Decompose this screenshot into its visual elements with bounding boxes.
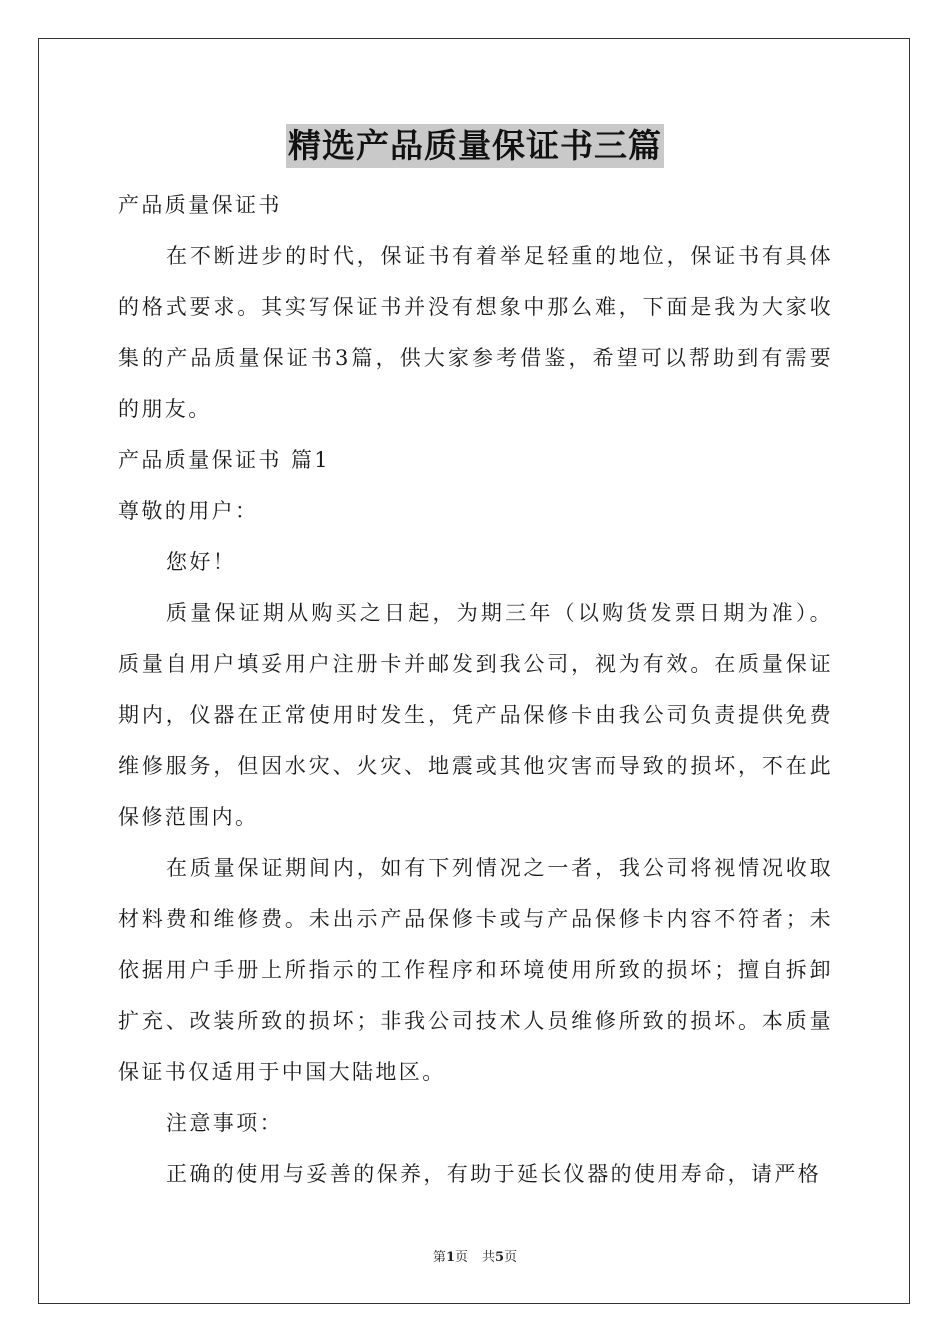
page-total: 5 [495,1250,505,1265]
page-footer [0,1246,950,1265]
body-paragraph: 正确的使用与妥善的保养，有助于延长仪器的使用寿命，请严格 [166,1162,822,1186]
section-heading: 产品质量保证书 [118,193,282,217]
page-number-suffix: 页 [454,1250,468,1265]
page-number-prefix: 第 [432,1250,446,1265]
intro-paragraph: 在不断进步的时代，保证书有着举足轻重的地位，保证书有具体的格式要求。其实写保证书并没有想象中那么难，下面是我为大家收集的产品质量保证书3篇，供大家参考借鉴，希望可以帮助到有需要的朋友。 [118,244,833,421]
page-total-prefix: 共 [482,1250,496,1265]
page-number-current: 1 [445,1250,455,1265]
body-paragraph: 在质量保证期间内，如有下列情况之一者，我公司将视情况收取材料费和维修费。未出示产品保修卡或与产品保修卡内容不符者；未依据用户手册上所指示的工作程序和环境使用所致的损坏；擅自拆卸扩充、改装所致的损坏；非我公司技术人员维修所致的损坏。本质量保证书仅适用于中国大陆地区。 [118,856,833,1084]
title-container [0,124,950,168]
body-paragraph: 质量保证期从购买之日起，为期三年（以购货发票日期为准）。质量自用户填妥用户注册卡并邮发到我公司，视为有效。在质量保证期内，仪器在正常使用时发生，凭产品保修卡由我公司负责提供免费维修服务，但因水灾、火灾、地震或其他灾害而导致的损坏，不在此保修范围内。 [118,601,833,829]
document-body [118,180,833,1200]
page-total-suffix: 页 [504,1250,518,1265]
notes-heading: 注意事项： [166,1111,283,1135]
salutation: 尊敬的用户： [118,499,259,523]
document-title: 精选产品质量保证书三篇 [286,124,664,168]
section-heading: 产品质量保证书 篇1 [118,448,331,472]
greeting: 您好！ [166,550,237,574]
